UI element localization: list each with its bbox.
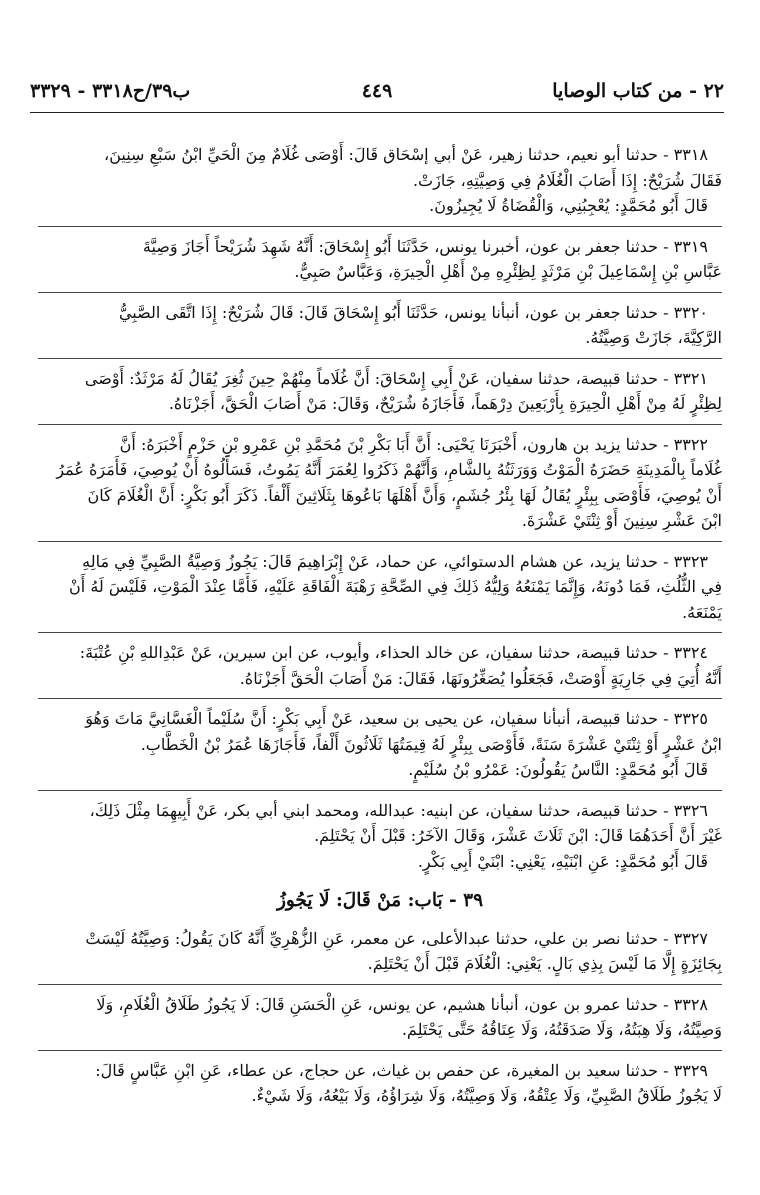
hadith-3319 xyxy=(38,234,722,285)
separator xyxy=(38,358,722,359)
hadith-3318 xyxy=(38,142,722,219)
text-line: وَصِيَّتُهُ، وَلَا هِبَتُهُ، وَلَا صَدَقَتُهُ، وَلَا عِتَاقُهُ حَتَّى يَحْتَلِمَ. xyxy=(401,1020,722,1039)
text-line: أَنْ يُوصِيَ، فَأَوْصَى بِبِئْرٍ يُقَالُ لَهَا بِئْرُ جُشَمٍ، وَأَنَّ أَهْلَهَا بَاعُوهَا بِثَلَاثِينَ أَلْفاً. ذَكَرَ أَبُو بَكْرٍ: أَنَّ الْغُلَامَ كَانَ xyxy=(87,485,722,505)
text-line: ٣٣١٨ - حدثنا أبو نعيم، حدثنا زهير، عَنْ أبي إسْحَاق قَالَ: أَوْصَى غُلَامٌ مِنَ الْحَيِّ ابْنُ سَبْعِ سِنِينَ، xyxy=(104,145,708,164)
text-line: فَقَالَ شُرَيْحٌ: إِذَا أَصَابَ الْغُلَامُ فِي وَصِيَّتِهِ، جَازَتْ. xyxy=(412,170,722,190)
text-line: قَالَ أَبُو مُحَمَّدٍ: النَّاسُ يَقُولُونَ: عَمْرُو بْنُ سُلَيْمٍ. xyxy=(408,760,708,779)
hadith-3323 xyxy=(38,549,722,626)
text-line: قَالَ أَبُو مُحَمَّدٍ: عَنِ ابْنَيْهِ، يَعْنِي: ابْنَيْ أَبِي بَكْرٍ. xyxy=(417,851,708,871)
text-line: ٣٣٢٥ - حدثنا قبيصة، أنبأنا سفيان، عن يحيى بن سعيد، عَنْ أَبِي بَكْرٍ: أَنَّ سُلَيْماً الْغَسَّانِيَّ مَاتَ وَهُوَ xyxy=(85,709,708,728)
text-line: غُلَاماً بِالْمَدِينَةِ حَضَرَهُ الْمَوْتُ وَوَرَثَتُهُ بِالشَّامِ، وَأَنَّهُمْ ذَكَرُوا لِعُمَرَ أَنَّهُ يَمُوتُ، فَسَأَلُوهُ أَنْ يُوصِيَ، فَأَمَرَهُ عُمَرُ xyxy=(56,460,722,479)
text-line: غَيْرَ أَنَّ أَحَدَهُمَا قَالَ: ابْنَ ثَلَاثَ عَشْرَ، وَقَالَ الآخَرُ: قَبْلَ أَنْ يَحْتَلِمَ. xyxy=(314,826,722,845)
separator xyxy=(38,541,722,542)
text-line: ابْنُ عَشْرٍ أَوْ ثِنْتَيْ عَشْرَةَ سَنَةً، فَأَوْصَى بِبِئْرٍ لَهُ قِيمَتُهَا ثَلَاثُونَ أَلْفاً، فَأَجَازَهَا عُمَرُ بْنُ الْخَطَّابِ. xyxy=(140,734,722,754)
text-line: ٣٣٢٠ - حدثنا جعفر بن عون، أنبأنا يونس، حَدَّثَنَا أَبُو إِسْحَاقَ قَالَ: قَالَ شُرَيْحٌ: إِذَا اتَّقَى الصَّبِيُّ xyxy=(118,302,708,322)
text-line: فِي الثُّلُثِ، فَمَا دُونَهُ، وَإِنَّمَا يَمْنَعُهُ وَلِيُّهُ ذَلِكَ فِي الصِّحَّةِ رَهْبَةَ الْفَاقَةِ عَلَيْهِ، فَأَمَّا عِنْدَ الْمَوْتِ، فَلَيْسَ لَهُ أَنْ xyxy=(69,577,722,596)
text-line: عَبَّاسِ بْنِ إِسْمَاعِيلَ بْنِ مَرْثَدٍ لِظِئْرِهِ مِنْ أَهْلِ الْحِيرَةِ، وَعَبَّاسٌ صَبِيٌّ. xyxy=(294,262,722,281)
hadith-3322 xyxy=(38,432,722,534)
text-line: ٣٣٢١ - حدثنا قبيصة، حدثنا سفيان، عَنْ أَبِي إِسْحَاقَ: أَنَّ غُلَاماً مِنْهُمْ حِينَ ثُغِرَ يُقَالُ لَهُ مَرْثَدٌ: أَوْصَى xyxy=(84,368,708,388)
text-line: يَمْنَعَهُ. xyxy=(682,602,722,622)
header-rule xyxy=(30,112,724,113)
separator xyxy=(38,1050,722,1051)
chapter-heading: ٢٢ - من كتاب الوصايا xyxy=(552,80,724,102)
text-line: لِظِئْرٍ لَهُ مِنْ أَهْلِ الْحِيرَةِ بِأَرْبَعِينَ دِرْهَماً، فَأَجَازَهُ شُرَيْحٌ، وَقَالَ: مَنْ أَصَابَ الْحَقَّ، أَجَزْنَاهُ. xyxy=(168,394,722,413)
hadith-3327 xyxy=(38,926,722,977)
hadith-3326 xyxy=(38,798,722,875)
text-line: لَا يَجُوزُ طَلَاقُ الصَّبِيِّ، وَلَا عِتْقُهُ، وَلَا وَصِيَّتُهُ، وَلَا شِرَاؤُهُ، وَلَا بَيْعُهُ، وَلَا شَيْءٌ. xyxy=(251,1086,722,1105)
separator xyxy=(38,292,722,293)
text-line: بِجَائِزَةٍ إِلَّا مَا لَيْسَ بِذِي بَالٍ. يَعْنِي: الْغُلَامَ قَبْلَ أَنْ يَحْتَلِمَ. xyxy=(367,954,722,973)
page-number: ٤٤٩ xyxy=(361,80,393,102)
page-header xyxy=(30,80,724,110)
page-body xyxy=(38,142,722,1113)
separator xyxy=(38,226,722,227)
chapter-title: ٣٩ - بَاب: مَنْ قَالَ: لَا يَجُوزُ xyxy=(276,890,484,911)
separator xyxy=(38,790,722,791)
text-line: ٣٣٢٨ - حدثنا عمرو بن عون، أنبأنا هشيم، عن يونس، عَنِ الْحَسَنِ قَالَ: لَا يَجُوزُ طَلَاقُ الْغُلَامِ، وَلَا xyxy=(96,994,708,1014)
text-line: ٣٣٢٤ - حدثنا قبيصة، حدثنا سفيان، عن خالد الحذاء، وأيوب، عن ابن سيرين، عَنْ عَبْدِاللهِ بْنِ عُتْبَةَ: xyxy=(79,643,708,662)
text-line: ابْنَ عَشْرِ سِنِينَ أَوْ ثِنْتَيْ عَشْرَةَ. xyxy=(521,511,722,530)
hadith-range: ب٣٩/ح٣٣١٨ - ٣٣٢٩ xyxy=(30,80,191,102)
hadith-3320 xyxy=(38,300,722,351)
hadith-3324 xyxy=(38,640,722,691)
separator xyxy=(38,984,722,985)
text-line: ٣٣٢٦ - حدثنا قبيصة، حدثنا سفيان، عن ابنيه: عبدالله، ومحمد ابني أبي بكر، عَنْ أَبِيهِمَا مِثْلَ ذَلِكَ، xyxy=(89,800,708,820)
separator xyxy=(38,424,722,425)
text-line: قَالَ أَبُو مُحَمَّدٍ: يُعْجِبُنِي، وَالْقُضَاةُ لَا يُجِيزُونَ. xyxy=(429,196,708,215)
text-line: أَنَّهُ أُتِيَ فِي جَارِيَةٍ أَوْصَتْ، فَجَعَلُوا يُصَغِّرُونَهَا، فَقَالَ: مَنْ أَصَابَ الْحَقَّ أَجَزْنَاهُ. xyxy=(239,668,722,688)
text-line: ٣٣١٩ - حدثنا جعفر بن عون، أخبرنا يونس، حَدَّثَنَا أَبُو إِسْحَاقَ: أَنَّهُ شَهِدَ شُرَيْحاً أَجَازَ وَصِيَّةَ xyxy=(142,236,708,256)
text-line: ٣٣٢٩ - حدثنا سعيد بن المغيرة، عن حفص بن غياث، عن حجاج، عن عطاء، عَنِ ابْنِ عَبَّاسٍ قَالَ: xyxy=(95,1060,708,1080)
text-line: ٣٣٢٢ - حدثنا يزيد بن هارون، أَخْبَرَنَا يَحْيَى: أَنَّ أَبَا بَكْرِ بْنَ مُحَمَّدِ بْنِ عَمْرِو بْنِ حَزْمٍ أَخْبَرَهُ: أَنَّ xyxy=(119,434,708,454)
hadith-3329 xyxy=(38,1058,722,1109)
hadith-3328 xyxy=(38,992,722,1043)
separator xyxy=(38,698,722,699)
hadith-3321 xyxy=(38,366,722,417)
text-line: الرَّكِيَّةَ، جَازَتْ وَصِيَّتُهُ. xyxy=(585,328,722,347)
separator xyxy=(38,632,722,633)
text-line: ٣٣٢٣ - حدثنا يزيد، عن هشام الدستوائي، عن حماد، عَنْ إِبْرَاهِيمَ قَالَ: يَجُوزُ وَصِيَّةُ الصَّبِيِّ فِي مَالِهِ xyxy=(82,551,708,571)
text-line: ٣٣٢٧ - حدثنا نصر بن علي، حدثنا عبدالأعلى، عن معمر، عَنِ الزُّهْرِيِّ أَنَّهُ كَانَ يَقُولُ: وَصِيَّتُهُ لَيْسَتْ xyxy=(85,928,708,948)
hadith-3325 xyxy=(38,706,722,783)
